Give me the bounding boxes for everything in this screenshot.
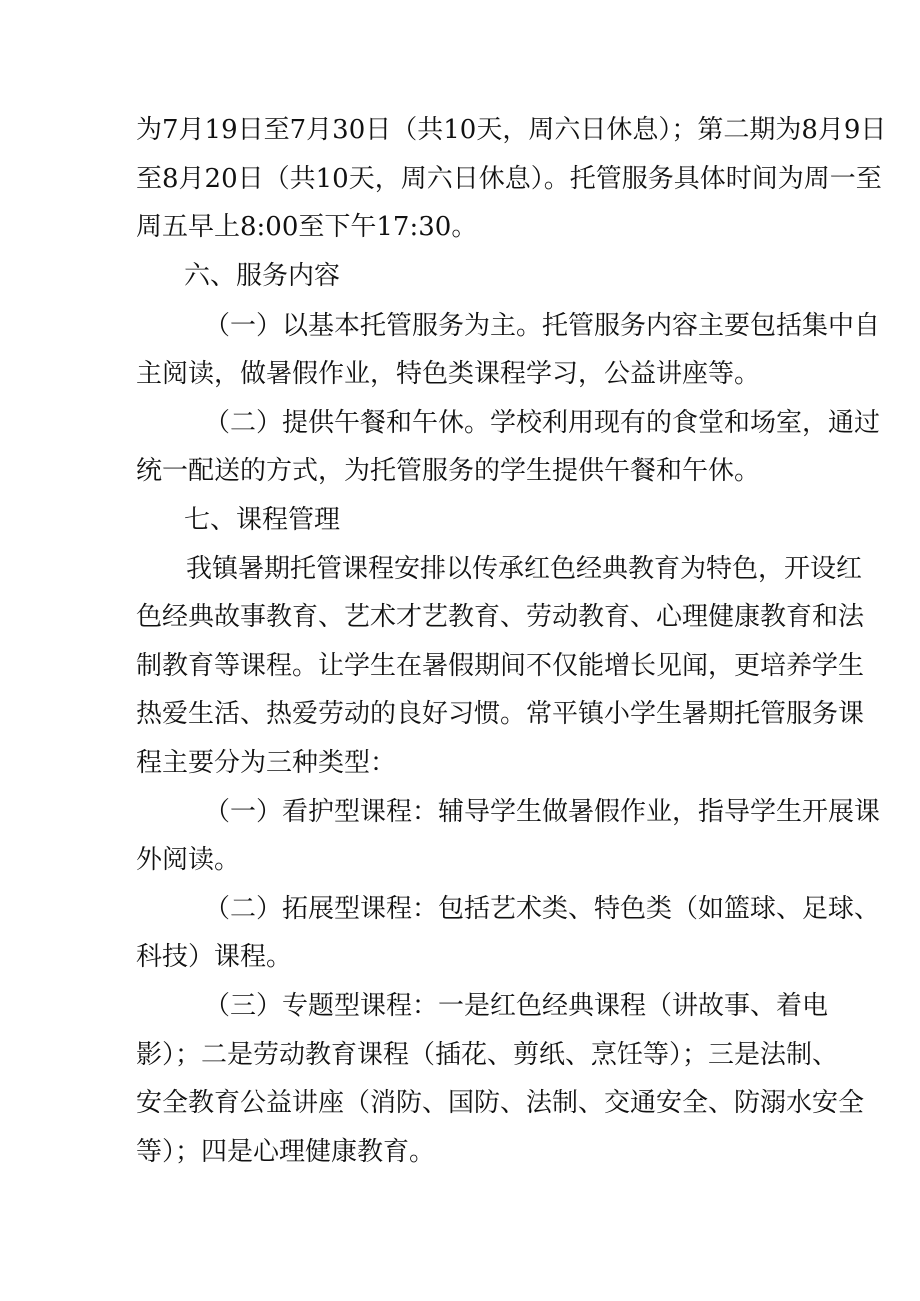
- item-basic-care: （一）以基本托管服务为主。托管服务内容主要包括集中自: [204, 311, 881, 341]
- item-extension-course: （二）拓展型课程：包括艺术类、特色类（如篮球、足球、: [204, 894, 881, 924]
- item-extension-course-cont: 科技）课程。: [136, 942, 293, 972]
- item-topic-course: （三）专题型课程：一是红色经典课程（讲故事、着电: [204, 991, 829, 1021]
- item-lunch-rest-cont: 统一配送的方式，为托管服务的学生提供午餐和午休。: [136, 456, 761, 486]
- text-line-period-dates-cont: 至8月20日（共10天，周六日休息）。托管服务具体时间为周一至: [136, 164, 882, 194]
- item-care-course-cont: 外阅读。: [136, 845, 241, 875]
- item-topic-course-cont1: 影）；二是劳动教育课程（插花、剪纸、烹饪等）；三是法制、: [136, 1040, 839, 1070]
- item-topic-course-cont2: 安全教育公益讲座（消防、国防、法制、交通安全、防溺水安全: [136, 1088, 865, 1118]
- paragraph-course-intro-cont2: 制教育等课程。让学生在暑假期间不仅能增长见闻，更培养学生: [136, 651, 865, 681]
- item-care-course: （一）看护型课程：辅导学生做暑假作业，指导学生开展课: [204, 797, 881, 827]
- section-heading-course-management: 七、课程管理: [184, 505, 341, 535]
- text-line-service-hours: 周五早上8:00至下午17:30。: [136, 212, 478, 242]
- paragraph-course-intro-cont4: 程主要分为三种类型：: [136, 748, 397, 778]
- paragraph-course-intro-cont1: 色经典故事教育、艺术才艺教育、劳动教育、心理健康教育和法: [136, 602, 865, 632]
- item-topic-course-cont3: 等）；四是心理健康教育。: [136, 1137, 436, 1167]
- item-basic-care-cont: 主阅读，做暑假作业，特色类课程学习，公益讲座等。: [136, 359, 761, 389]
- paragraph-course-intro-cont3: 热爱生活、热爱劳动的良好习惯。常平镇小学生暑期托管服务课: [136, 699, 865, 729]
- paragraph-course-intro: 我镇暑期托管课程安排以传承红色经典教育为特色，开设红: [186, 554, 863, 584]
- section-heading-service-content: 六、服务内容: [184, 261, 341, 291]
- item-lunch-rest: （二）提供午餐和午休。学校利用现有的食堂和场室，通过: [204, 408, 881, 438]
- text-line-period-dates: 为7月19日至7月30日（共10天，周六日休息）；第二期为8月9日: [136, 115, 887, 145]
